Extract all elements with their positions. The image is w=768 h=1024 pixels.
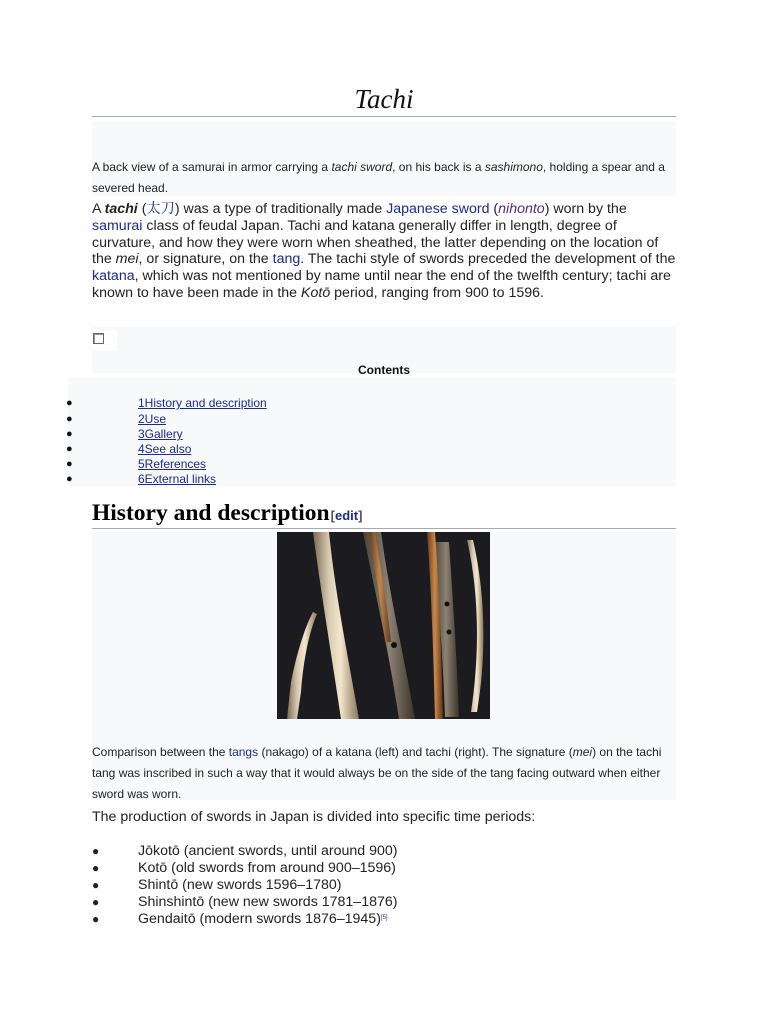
bullet-icon: ● (92, 844, 100, 858)
text: period, ranging from 900 to 1596. (330, 284, 544, 301)
bullet-icon: ● (92, 878, 100, 892)
toc-link-external-links[interactable]: 6External links (138, 472, 217, 486)
period-label: Shinshintō (new new swords 1781–1876) (138, 894, 398, 910)
caption-text: (nakago) of a katana (left) and tachi (right). The signature ( (258, 745, 573, 759)
section-heading-text: History and description (92, 500, 330, 526)
figure-caption (92, 742, 676, 805)
text: ) worn by the (544, 201, 627, 217)
sword-photo (277, 532, 490, 719)
section-heading (92, 500, 362, 527)
text: . The tachi style of swords preceded the development of the (300, 251, 676, 268)
edit-section (331, 508, 363, 523)
caption-text: A back view of a samurai in armor carrying a (92, 160, 332, 174)
toc-title: Contents (358, 363, 410, 377)
mei-emphasis: mei (115, 251, 139, 268)
japanese-sword-link[interactable]: Japanese sword (386, 201, 490, 217)
edit-bracket: [ (330, 508, 335, 523)
caption-emphasis: mei (572, 745, 593, 759)
reference-link[interactable]: [5] (380, 915, 388, 921)
caption-emphasis: sashimono (484, 160, 543, 174)
bullet-icon: ● (66, 428, 73, 440)
samurai-link[interactable]: samurai (92, 217, 143, 234)
period-label: Jōkotō (ancient swords, until around 900) (138, 843, 398, 859)
text: , which was not mentioned by name until near the end of the twelfth century; tachi are known to have been made in the (92, 268, 671, 301)
text: A (92, 201, 105, 217)
bullet-icon: ● (92, 895, 100, 909)
bullet-icon: ● (66, 473, 73, 485)
periods-intro: The production of swords in Japan is divided into specific time periods: (92, 809, 536, 825)
heading-divider (92, 528, 676, 529)
caption-text: Comparison between the (92, 745, 229, 759)
caption-emphasis: tachi sword (331, 160, 393, 174)
toc-link-use[interactable]: 2Use (138, 412, 167, 426)
period-label: Gendaitō (modern swords 1876–1945) (138, 911, 381, 927)
caption-text: ) on the tachi tang was inscribed in such a way that it would always be on the side of the tang facing outward when either sword was worn. (92, 745, 662, 801)
text: ( (137, 201, 147, 217)
bullet-icon: ● (66, 443, 73, 455)
text: , or signature, on the (138, 251, 273, 268)
page-title: Tachi (354, 84, 414, 114)
toc-link-history[interactable]: 1History and description (138, 396, 267, 410)
caption-text: , holding a spear and a severed head. (92, 160, 665, 195)
toc-toggle-checkbox[interactable] (93, 333, 104, 344)
sword-tangs-image[interactable] (277, 532, 490, 719)
katana-link[interactable]: katana (92, 268, 135, 285)
nihonto-link[interactable]: nihonto (498, 201, 545, 217)
toc-link-see-also[interactable]: 4See also (138, 442, 192, 456)
toc-link-gallery[interactable]: 3Gallery (138, 427, 183, 441)
koto-emphasis: Kotō (301, 284, 331, 301)
edit-bracket: ] (358, 508, 363, 523)
text: ) was a type of traditionally made (174, 201, 387, 217)
tang-link[interactable]: tang (272, 251, 301, 268)
period-label: Shintō (new swords 1596–1780) (138, 877, 342, 893)
kanji-link[interactable]: 太刀 (146, 201, 175, 217)
bullet-icon: ● (66, 397, 73, 409)
period-label: Kotō (old swords from around 900–1596) (138, 860, 396, 876)
bullet-icon: ● (92, 861, 100, 875)
title-divider (92, 116, 676, 117)
tangs-link[interactable]: tangs (228, 745, 259, 759)
edit-link[interactable]: edit (334, 508, 359, 523)
bullet-icon: ● (66, 458, 73, 470)
bullet-icon: ● (92, 912, 100, 926)
text: ( (489, 201, 499, 217)
toc-link-references[interactable]: 5References (138, 457, 207, 471)
term-tachi: tachi (104, 201, 138, 217)
thumbnail-caption (92, 157, 676, 199)
caption-text: , on his back is a (392, 160, 485, 174)
intro-paragraph (92, 201, 678, 302)
text: class of feudal Japan. Tachi and katana generally differ in length, degree of curvature, and how they were worn when sheathed, the latter depending on the location of the (92, 217, 659, 268)
bullet-icon: ● (66, 413, 73, 425)
